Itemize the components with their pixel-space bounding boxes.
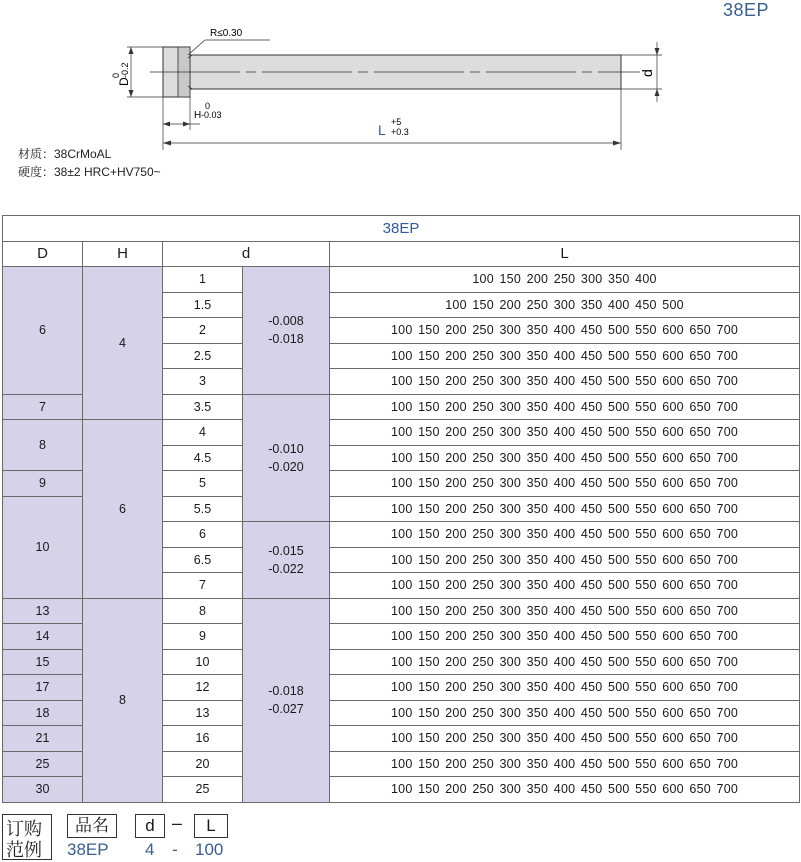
table-title: 38EP bbox=[3, 216, 800, 242]
header-D: D bbox=[3, 241, 83, 267]
material-spec: 材质：38CrMoAL bbox=[18, 147, 112, 161]
L-tol-lower: +0.3 bbox=[391, 127, 409, 137]
model-code: 38EP bbox=[722, 0, 769, 20]
example-separator: - bbox=[172, 840, 178, 859]
L-cell: 100 150 200 250 300 350 400 450 500 550 600 650 700 bbox=[330, 675, 800, 701]
d-cell: 5 bbox=[163, 471, 243, 497]
d-cell: 4 bbox=[163, 420, 243, 446]
order-dash: – bbox=[172, 813, 183, 833]
H-label: H bbox=[194, 110, 202, 121]
L-cell: 100 150 200 250 300 350 400 450 500 550 600 650 700 bbox=[330, 751, 800, 777]
d-label: d bbox=[639, 69, 655, 77]
H-cell: 4 bbox=[83, 267, 163, 420]
order-d-box: d bbox=[135, 814, 165, 838]
L-cell: 100 150 200 250 300 350 400 450 500 550 600 650 700 bbox=[330, 624, 800, 650]
d-cell: 5.5 bbox=[163, 496, 243, 522]
D-cell: 6 bbox=[3, 267, 83, 395]
d-cell: 7 bbox=[163, 573, 243, 599]
H-tol-upper: 0 bbox=[205, 101, 211, 111]
table-row bbox=[3, 267, 800, 293]
hardness-spec: 硬度：38±2 HRC+HV750~ bbox=[18, 165, 161, 179]
D-cell: 9 bbox=[3, 471, 83, 497]
d-cell: 2 bbox=[163, 318, 243, 344]
tolerance-cell: -0.015 -0.022 bbox=[243, 522, 330, 599]
header-L: L bbox=[330, 241, 800, 267]
D-cell: 15 bbox=[3, 649, 83, 675]
L-cell: 100 150 200 250 300 350 400 450 500 550 600 650 700 bbox=[330, 547, 800, 573]
tolerance-cell: -0.008 -0.018 bbox=[243, 267, 330, 395]
L-label: L bbox=[378, 122, 386, 138]
L-cell: 100 150 200 250 300 350 400 450 500 550 600 650 700 bbox=[330, 522, 800, 548]
L-cell: 100 150 200 250 300 350 400 450 500 550 600 650 700 bbox=[330, 420, 800, 446]
d-cell: 3.5 bbox=[163, 394, 243, 420]
L-cell: 100 150 200 250 300 350 400 450 500 550 600 650 700 bbox=[330, 496, 800, 522]
d-cell: 12 bbox=[163, 675, 243, 701]
d-cell: 10 bbox=[163, 649, 243, 675]
example-L: 100 bbox=[195, 840, 224, 859]
L-cell: 100 150 200 250 300 350 400 450 500 550 600 650 700 bbox=[330, 777, 800, 803]
L-cell: 100 150 200 250 300 350 400 450 500 550 600 650 700 bbox=[330, 598, 800, 624]
D-cell: 21 bbox=[3, 726, 83, 752]
L-cell: 100 150 200 250 300 350 400 450 500 550 600 650 700 bbox=[330, 471, 800, 497]
example-d: 4 bbox=[145, 840, 155, 859]
L-cell: 100 150 200 250 300 350 400 450 500 550 600 650 700 bbox=[330, 700, 800, 726]
d-cell: 1.5 bbox=[163, 292, 243, 318]
L-cell: 100 150 200 250 300 350 400 450 500 550 600 650 700 bbox=[330, 394, 800, 420]
D-label: D bbox=[117, 77, 131, 86]
d-cell: 13 bbox=[163, 700, 243, 726]
H-cell: 8 bbox=[83, 598, 163, 802]
D-cell: 18 bbox=[3, 700, 83, 726]
L-cell: 100 150 200 250 300 350 400 450 500 550 600 650 700 bbox=[330, 726, 800, 752]
D-cell: 13 bbox=[3, 598, 83, 624]
header-d: d bbox=[163, 241, 330, 267]
d-cell: 20 bbox=[163, 751, 243, 777]
D-cell: 10 bbox=[3, 496, 83, 598]
L-cell: 100 150 200 250 300 350 400 450 500 550 600 650 700 bbox=[330, 573, 800, 599]
D-cell: 14 bbox=[3, 624, 83, 650]
order-label: 订购 范例 bbox=[2, 814, 52, 860]
L-cell: 100 150 200 250 300 350 400 450 500 550 600 650 700 bbox=[330, 445, 800, 471]
order-name-box: 品名 bbox=[67, 814, 117, 838]
tolerance-cell: -0.010 -0.020 bbox=[243, 394, 330, 522]
example-model: 38EP bbox=[67, 840, 109, 859]
L-cell: 100 150 200 250 300 350 400 450 500 550 600 650 700 bbox=[330, 343, 800, 369]
d-cell: 6.5 bbox=[163, 547, 243, 573]
L-cell: 100 150 200 250 300 350 400 450 500 550 600 650 700 bbox=[330, 369, 800, 395]
d-cell: 6 bbox=[163, 522, 243, 548]
d-cell: 16 bbox=[163, 726, 243, 752]
D-tol-lower: -0.2 bbox=[120, 62, 130, 78]
L-cell: 100 150 200 250 300 350 400 450 500 550 600 650 700 bbox=[330, 318, 800, 344]
D-cell: 17 bbox=[3, 675, 83, 701]
d-cell: 3 bbox=[163, 369, 243, 395]
L-cell: 100 150 200 250 300 350 400 bbox=[330, 267, 800, 293]
H-cell: 6 bbox=[83, 420, 163, 599]
L-cell: 100 150 200 250 300 350 400 450 500 bbox=[330, 292, 800, 318]
D-cell: 8 bbox=[3, 420, 83, 471]
d-cell: 9 bbox=[163, 624, 243, 650]
d-cell: 2.5 bbox=[163, 343, 243, 369]
H-tol-lower: -0.03 bbox=[201, 110, 222, 120]
d-cell: 1 bbox=[163, 267, 243, 293]
L-cell: 100 150 200 250 300 350 400 450 500 550 600 650 700 bbox=[330, 649, 800, 675]
table-row bbox=[3, 420, 800, 446]
D-cell: 7 bbox=[3, 394, 83, 420]
D-tol-upper: 0 bbox=[111, 72, 121, 78]
d-cell: 4.5 bbox=[163, 445, 243, 471]
d-cell: 25 bbox=[163, 777, 243, 803]
spec-table bbox=[2, 215, 800, 803]
d-cell: 8 bbox=[163, 598, 243, 624]
order-L-box: L bbox=[194, 814, 228, 838]
header-H: H bbox=[83, 241, 163, 267]
radius-label: R≤0.30 bbox=[210, 28, 243, 39]
D-cell: 30 bbox=[3, 777, 83, 803]
tolerance-cell: -0.018 -0.027 bbox=[243, 598, 330, 802]
L-tol-upper: +5 bbox=[391, 117, 402, 127]
D-cell: 25 bbox=[3, 751, 83, 777]
table-row bbox=[3, 598, 800, 624]
